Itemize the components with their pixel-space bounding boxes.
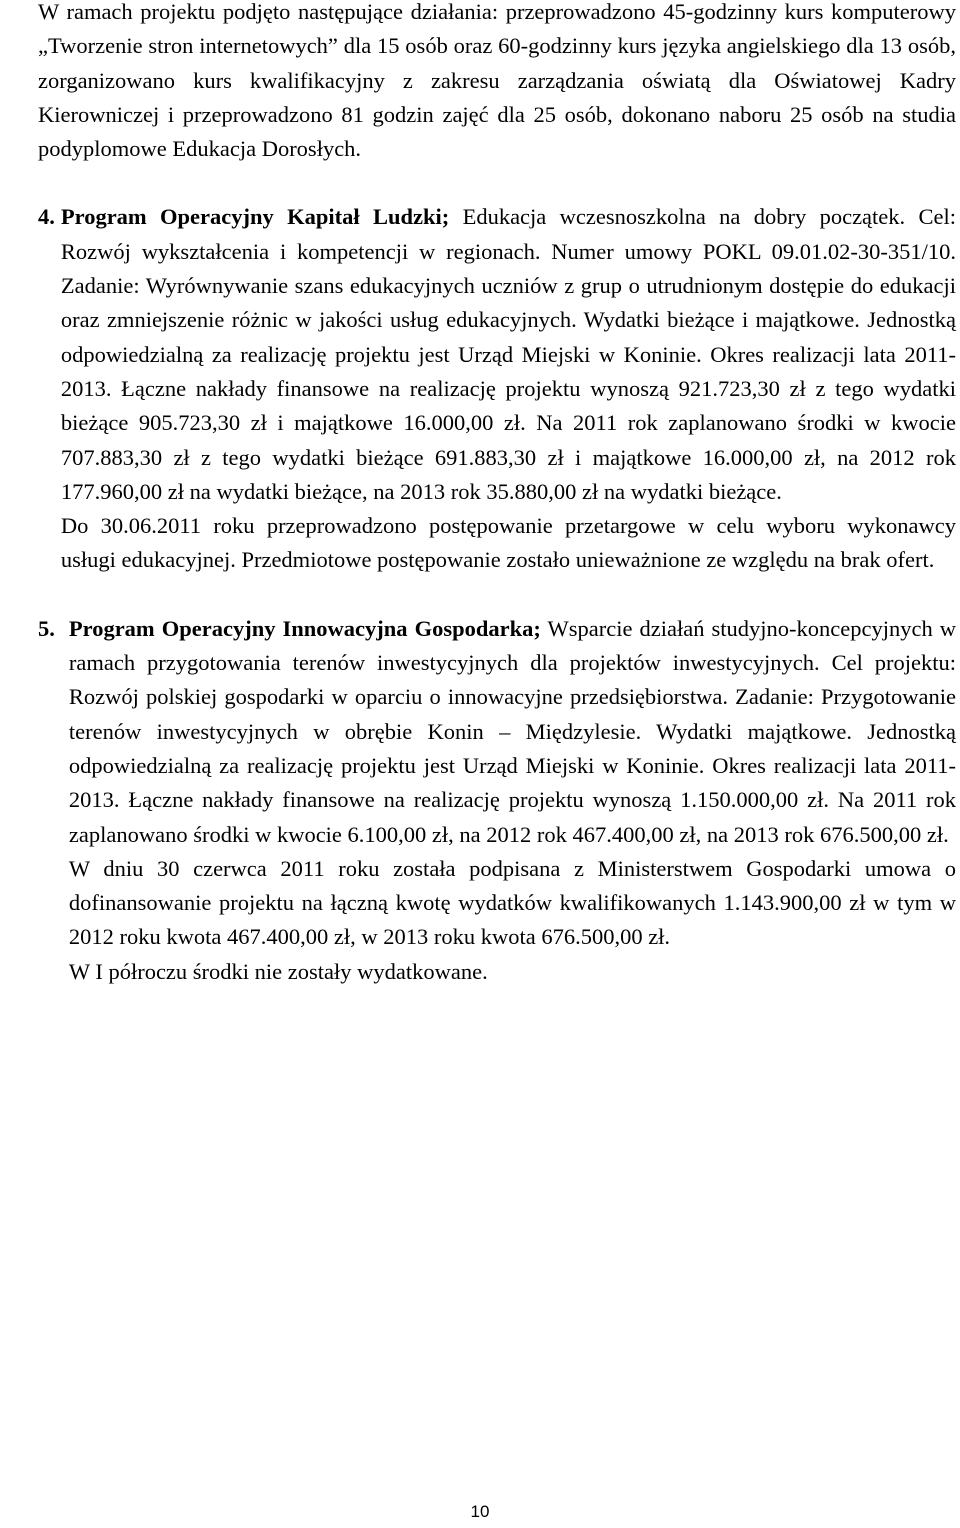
section-4-paragraph [61, 200, 956, 509]
section-4 [38, 200, 956, 577]
page-number: 10 [470, 1502, 490, 1521]
section-4-title: Program Operacyjny Kapitał Ludzki; [60, 204, 450, 230]
section-5 [38, 612, 956, 989]
section-5-paragraph-2: W dniu 30 czerwca 2011 roku została podpisana z Ministerstwem Gospodarki umowa o dofinansowanie projektu na łączną kwotę wydatków kwalifikowanych 1.143.900,00 zł w tym w 2012 roku kwota 467.400,00 zł, w 2013 roku kwota 676.500,00 zł. [68, 855, 956, 950]
intro-paragraph: W ramach projektu podjęto następujące działania: przeprowadzono 45-godzinny kurs komputerowy „Tworzenie stron internetowych” dla 15 osób oraz 60-godzinny kurs języka angielskiego dla 13 osób, zorganizowano kurs kwalifikacyjny z zakresu zarządzania oświatą dla Oświatowej Kadry Kierowniczej i przeprowadzono 81 godzin zajęć dla 25 osób, dokonano naboru 25 osób na studia podyplomowe Edukacja Dorosłych. [38, 0, 956, 162]
section-5-body [69, 612, 956, 989]
section-5-number: 5. [38, 615, 55, 641]
section-5-paragraph [69, 612, 956, 852]
section-5-title: Program Operacyjny Innowacyjna Gospodarka; [68, 615, 541, 641]
document-page [38, 0, 956, 989]
intro-paragraph-block [38, 0, 956, 166]
section-5-paragraph-3: W I półroczu środki nie zostały wydatkowane. [68, 958, 488, 984]
section-4-paragraph-2: Do 30.06.2011 roku przeprowadzono postępowanie przetargowe w celu wyboru wykonawcy usługi edukacyjnej. Przedmiotowe postępowanie zostało unieważnione ze względu na brak ofert. [60, 513, 956, 573]
section-4-number: 4. [38, 204, 55, 230]
section-4-text: Edukacja wczesnoszkolna na dobry początek. Cel: Rozwój wykształcenia i kompetencji w regionach. Numer umowy POKL 09.01.02-30-351/10. Zadanie: Wyrównywanie szans edukacyjnych uczniów z grup o utrudnionym dostępie do edukacji oraz zmniejszenie różnic w jakości usług edukacyjnych. Wydatki bieżące i majątkowe. Jednostką odpowiedzialną za realizację projektu jest Urząd Miejski w Koninie. Okres realizacji lata 2011-2013. Łączne nakłady finansowe na realizację projektu wynoszą 921.723,30 zł z tego wydatki bieżące 905.723,30 zł i majątkowe 16.000,00 zł. Na 2011 rok zaplanowano środki w kwocie 707.883,30 zł z tego wydatki bieżące 691.883,30 zł i majątkowe 16.000,00 zł, na 2012 rok 177.960,00 zł na wydatki bieżące, na 2013 rok 35.880,00 zł na wydatki bieżące. [60, 204, 956, 504]
section-5-text: Wsparcie działań studyjno-koncepcyjnych w ramach przygotowania terenów inwestycyjnych dla projektów inwestycyjnych. Cel projektu: Rozwój polskiej gospodarki w oparciu o innowacyjne przedsiębiorstwa. Zadanie: Przygotowanie terenów inwestycyjnych w obrębie Konin – Międzylesie. Wydatki majątkowe. Jednostką odpowiedzialną za realizację projektu jest Urząd Miejski w Koninie. Okres realizacji lata 2011-2013. Łączne nakłady finansowe na realizację projektu wynoszą 1.150.000,00 zł. Na 2011 rok zaplanowano środki w kwocie 6.100,00 zł, na 2012 rok 467.400,00 zł, na 2013 rok 676.500,00 zł. [68, 615, 956, 847]
section-4-body [61, 200, 956, 577]
